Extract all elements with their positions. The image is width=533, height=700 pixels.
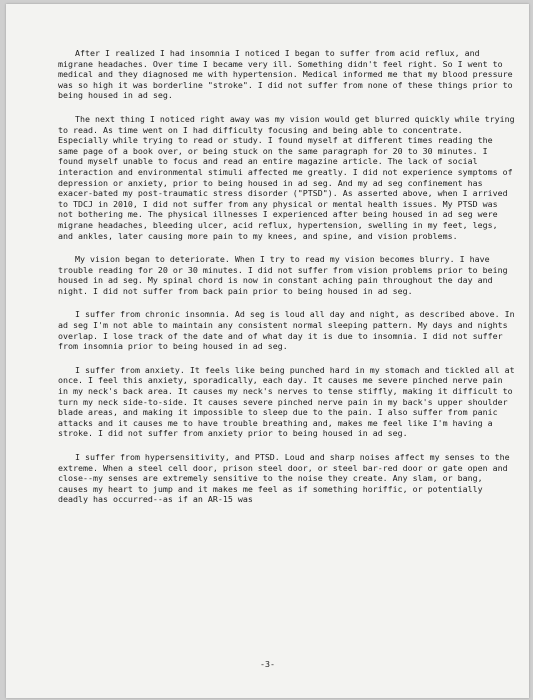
paragraph-6: I suffer from hypersensitivity, and PTSD. Loud and sharp noises affect my senses to the extreme. When a steel cell door, prison steel door, or steel bar-red door or gate open and close--my senses are extremely sensitive to the noise they create. Any slam, or bang, causes my heart to jump and it makes me feel as if something horiffic, or potentially deadly has occurred--as if an AR-15 was: [58, 452, 510, 505]
document-body: [58, 48, 516, 518]
page-number: -3-: [260, 659, 275, 669]
document-page: [6, 4, 529, 698]
paragraph-5: I suffer from anxiety. It feels like being punched hard in my stomach and tickled all at once. I feel this anxiety, sporadically, each day. It causes me severe pinched nerve pain in my neck's back area. It causes my neck's nerves to tense stiffly, making it difficult to turn my neck side-to-side. It causes severe pinched nerve pain in my back's upper shoulder blade areas, and making it impossible to sleep due to the pain. I also suffer from panic attacks and it causes me to have trouble breathing and, makes me feel like I'm having a stroke. I did not suffer from anxiety prior to being housed in ad seg.: [58, 364, 515, 439]
paragraph-1: After I realized I had insomnia I noticed I began to suffer from acid reflux, and migrane headaches. Over time I became very ill. Something didn't feel right. So I went to medical and they diagnosed me with hypertension. Medical informed me that my blood pressure was so high it was borderline "stroke". I did not suffer from none of these things prior to being housed in ad seg.: [58, 48, 513, 101]
paragraph-2: The next thing I noticed right away was my vision would get blurred quickly while trying to read. As time went on I had difficulty focusing and being able to concentrate. Especially while trying to read or study. I found myself at different times reading the same page of a book over, or being stuck on the same paragraph for 20 to 30 minutes. I found myself unable to focus and read an entire magazine article. The lack of social interaction and environmental stimuli affected me greatly. I did not experience symptoms of depression or anxiety, prior to being housed in ad seg. And my ad seg confinement has exacer-bated my post-traumatic stress disorder ("PTSD"). As asserted above, when I arrived to TDCJ in 2010, I did not suffer from any physical or mental health issues. My PTSD was not bothering me. The physical illnesses I experienced after being housed in ad seg were migrane headaches, bleeding ulcer, acid reflux, hypertension, swelling in my feet, legs, and ankles, later causing more pain to my knees, and spine, and vision problems.: [58, 113, 515, 241]
paragraph-3: My vision began to deteriorate. When I try to read my vision becomes blurry. I have trouble reading for 20 or 30 minutes. I did not suffer from vision problems prior to being housed in ad seg. My spinal chord is now in constant aching pain throughout the day and night. I did not suffer from back pain prior to being housed in ad seg.: [58, 254, 508, 296]
paragraph-4: I suffer from chronic insomnia. Ad seg is loud all day and night, as described above. In ad seg I'm not able to maintain any consistent normal sleeping pattern. My days and nights overlap. I lose track of the date and of what day it is due to insomnia. I did not suffer from insomnia prior to being housed in ad seg.: [58, 309, 515, 352]
